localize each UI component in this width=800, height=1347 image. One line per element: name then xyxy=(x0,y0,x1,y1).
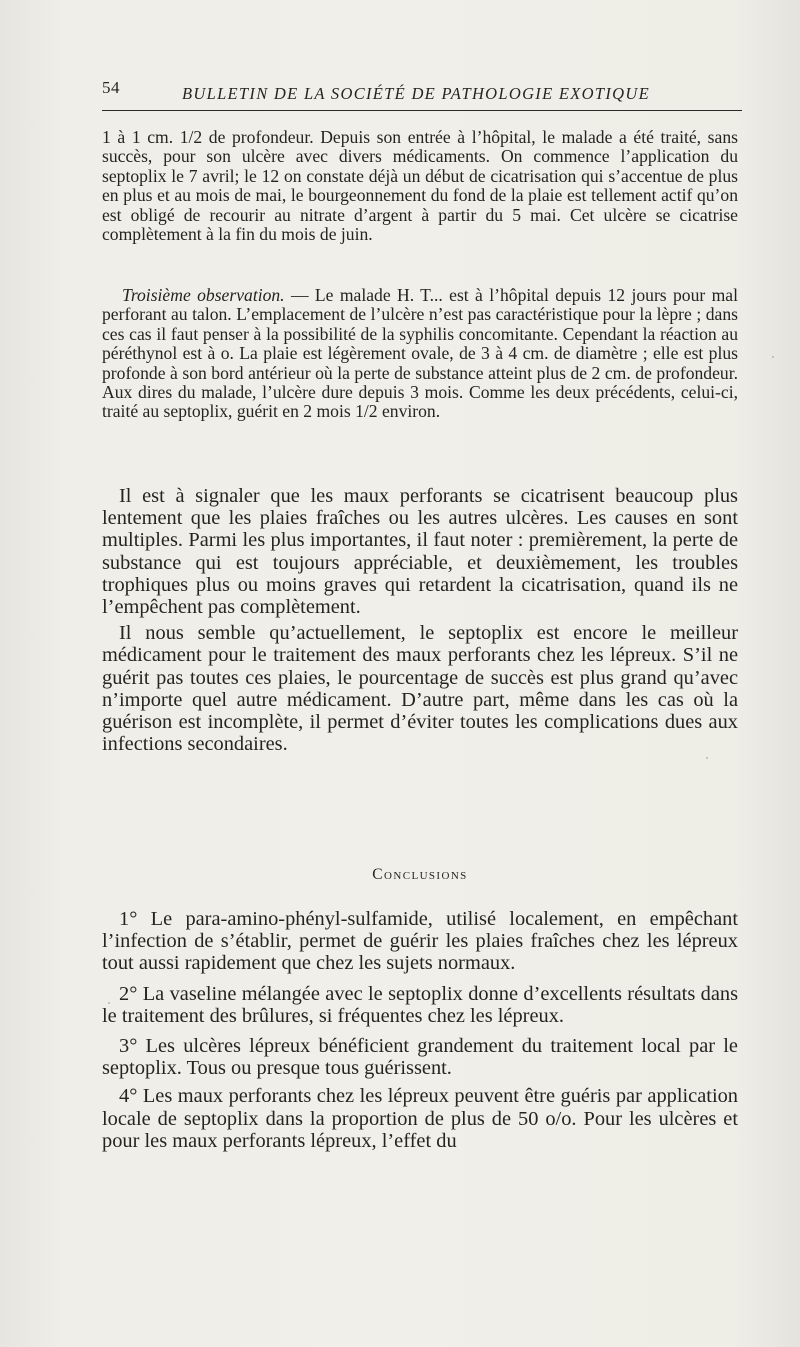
conclusions-list xyxy=(102,908,738,1152)
conclusion-item-3: 3° Les ulcères lépreux bénéficient grandement du traitement local par le septoplix. Tous ou presque tous guérissent. xyxy=(102,1035,738,1080)
paragraph-septoplix-best: Il nous semble qu’actuellement, le septoplix est encore le meilleur médicament pour le traitement des maux perforants chez les lépreux. S’il ne guérit pas toutes ces plaies, le pourcentage de succès est plus grand qu’avec n’importe quel autre médicament. D’autre part, même dans les cas où la guérison est incomplète, il permet d’éviter toutes les complications dues aux infections secondaires. xyxy=(102,622,738,756)
paper-speck xyxy=(706,757,708,759)
page-header xyxy=(102,78,742,112)
paragraph-third-observation xyxy=(102,286,738,422)
conclusion-item-2: 2° La vaseline mélangée avec le septoplix donne d’excellents résultats dans le traitement des brûlures, si fréquentes chez les lépreux. xyxy=(102,982,738,1027)
paragraph-ulcer-case: 1 à 1 cm. 1/2 de profondeur. Depuis son entrée à l’hôpital, le malade a été traité, sans succès, pour son ulcère avec divers médicaments. On commence l’application du septoplix le 7 avril; le 12 on constate déjà un début de cicatrisation qui s’accentue de plus en plus et au mois de mai, le bourgeonnement du fond de la plaie est tellement actif qu’on est obligé de recourir au nitrate d’argent à partir du 5 mai. Cet ulcère se cicatrise complètement à la fin du mois de juin. xyxy=(102,127,738,245)
page-number: 54 xyxy=(102,78,120,97)
conclusion-item-1: 1° Le para-amino-phényl-sulfamide, utilisé localement, en empêchant l’infection de s’établir, permet de guérir les plaies fraîches chez les lépreux tout aussi rapidement que chez les sujets normaux. xyxy=(102,908,738,975)
header-rule xyxy=(102,110,742,111)
paragraph-healing-rate: Il est à signaler que les maux perforants se cicatrisent beaucoup plus lentement que les plaies fraîches ou les autres ulcères. Les causes en sont multiples. Parmi les plus importantes, il faut noter : premièrement, la perte de substance qui est toujours appréciable, et deuxièmement, les troubles trophiques plus ou moins graves qui retardent la cicatrisation, quand ils ne l’empêchent pas complètement. xyxy=(102,485,738,619)
observation-continuation xyxy=(102,128,738,244)
observation-text: — Le malade H. T... est à l’hôpital depuis 12 jours pour mal perforant au talon. L’emplacement de l’ulcère n’est pas caractéristique pour la lèpre ; dans ces cas il faut penser à la possibilité de la syphilis concomitante. Cependant la réaction au péréthynol est à o. La plaie est légèrement ovale, de 3 à 4 cm. de diamètre ; elle est plus profonde à son bord antérieur où la perte de substance atteint plus de 2 cm. de profondeur. Aux dires du malade, l’ulcère dure depuis 3 mois. Comme les deux précédents, celui-ci, traité au septoplix, guérit en 2 mois 1/2 environ. xyxy=(102,285,739,422)
third-observation xyxy=(102,286,738,422)
conclusions-heading: Conclusions xyxy=(372,866,468,883)
conclusion-item-4: 4° Les maux perforants chez les lépreux peuvent être guéris par application locale de septoplix dans la proportion de plus de 50 o/o. Pour les ulcères et pour les maux perforants lépreux, l’effet du xyxy=(102,1085,738,1152)
discussion-section xyxy=(102,485,738,755)
observation-title: Troisième observation. xyxy=(122,285,285,305)
running-title: BULLETIN DE LA SOCIÉTÉ DE PATHOLOGIE EXOTIQUE xyxy=(182,84,650,103)
paper-speck xyxy=(772,356,774,358)
paper-speck xyxy=(108,1002,110,1004)
